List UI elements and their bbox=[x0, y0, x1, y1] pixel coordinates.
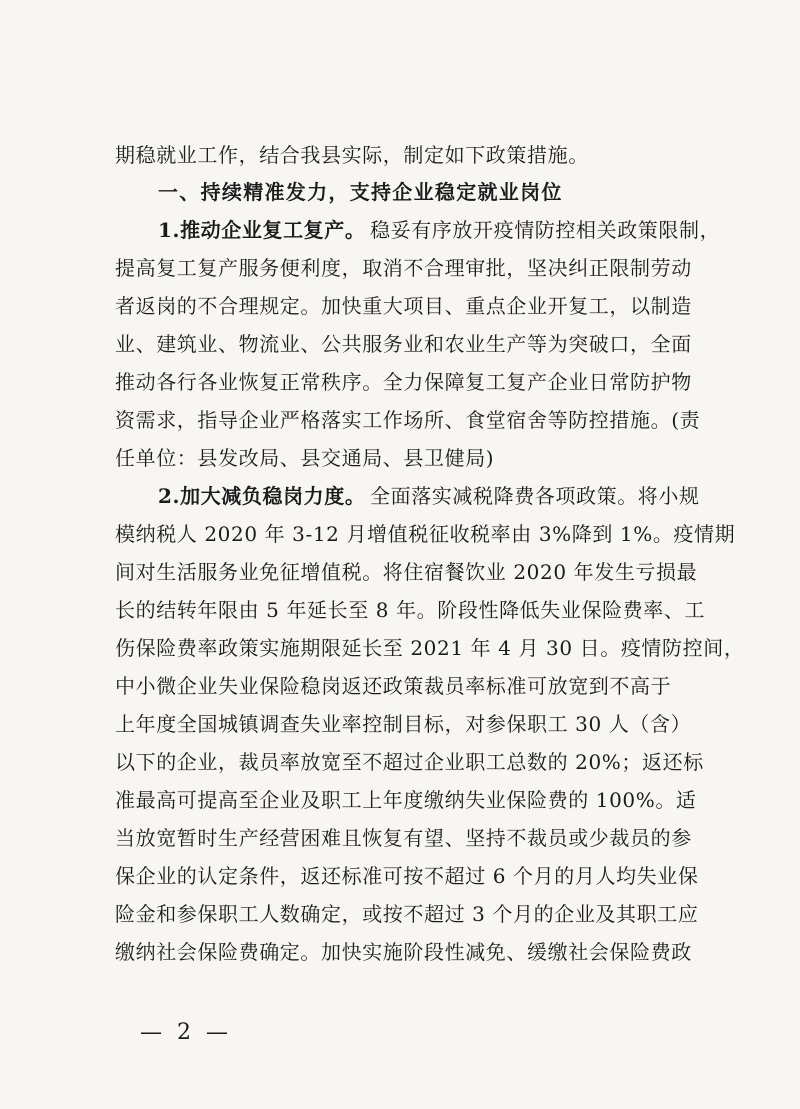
body-line bbox=[0, 861, 800, 891]
item-title: 2.加大减负稳岗力度。 bbox=[158, 484, 366, 508]
paragraph-1-start bbox=[0, 215, 800, 245]
section-heading bbox=[0, 177, 800, 207]
body-text: 伤保险费率政策实施期限延长至 2021 年 4 月 30 日。疫情防控间， bbox=[115, 636, 745, 660]
body-line bbox=[0, 557, 800, 587]
body-text: 以下的企业，裁员率放宽至不超过企业职工总数的 20%；返还标 bbox=[115, 750, 704, 774]
body-text: 保企业的认定条件，返还标准可按不超过 6 个月的月人均失业保 bbox=[115, 864, 699, 888]
body-text: 模纳税人 2020 年 3-12 月增值税征收税率由 3%降到 1%。疫情期 bbox=[115, 522, 736, 546]
body-line bbox=[0, 443, 800, 473]
body-line bbox=[0, 823, 800, 853]
body-line bbox=[0, 595, 800, 625]
body-line bbox=[0, 253, 800, 283]
body-line bbox=[0, 367, 800, 397]
body-text: 长的结转年限由 5 年延长至 8 年。阶段性降低失业保险费率、工 bbox=[115, 598, 706, 622]
body-line bbox=[0, 899, 800, 929]
body-text: 稳妥有序放开疫情防控相关政策限制， bbox=[370, 218, 721, 242]
body-line bbox=[0, 709, 800, 739]
body-text: 提高复工复产服务便利度，取消不合理审批，坚决纠正限制劳动 bbox=[115, 256, 692, 280]
body-line bbox=[0, 405, 800, 435]
body-text: 推动各行各业恢复正常秩序。全力保障复工复产企业日常防护物 bbox=[115, 370, 692, 394]
body-line bbox=[0, 519, 800, 549]
body-line bbox=[0, 633, 800, 663]
body-text: 者返岗的不合理规定。加快重大项目、重点企业开复工，以制造 bbox=[115, 294, 692, 318]
body-line bbox=[0, 785, 800, 815]
body-line bbox=[0, 937, 800, 967]
body-line bbox=[0, 671, 800, 701]
body-text: 上年度全国城镇调查失业率控制目标，对参保职工 30 人（含） bbox=[115, 712, 692, 736]
page-number: — 2 — bbox=[140, 1020, 232, 1045]
body-text: 中小微企业失业保险稳岗返还政策裁员率标准可放宽到不高于 bbox=[115, 674, 672, 698]
body-line bbox=[0, 747, 800, 777]
paragraph-2-start bbox=[0, 481, 800, 511]
body-text: 任单位：县发改局、县交通局、县卫健局) bbox=[115, 446, 495, 470]
item-title: 1.推动企业复工复产。 bbox=[158, 218, 366, 242]
body-text: 业、建筑业、物流业、公共服务业和农业生产等为突破口，全面 bbox=[115, 332, 692, 356]
body-text: 间对生活服务业免征增值税。将住宿餐饮业 2020 年发生亏损最 bbox=[115, 560, 698, 584]
body-line bbox=[0, 329, 800, 359]
body-text: 准最高可提高至企业及职工上年度缴纳失业保险费的 100%。适 bbox=[115, 788, 697, 812]
body-line bbox=[0, 140, 800, 170]
body-text: 期稳就业工作，结合我县实际，制定如下政策措施。 bbox=[115, 143, 589, 167]
body-text: 资需求，指导企业严格落实工作场所、食堂宿舍等防控措施。(责 bbox=[115, 408, 701, 432]
section-heading-text: 一、持续精准发力，支持企业稳定就业岗位 bbox=[158, 180, 563, 204]
body-text: 全面落实减税降费各项政策。将小规 bbox=[370, 484, 700, 508]
body-text: 缴纳社会保险费确定。加快实施阶段性减免、缓缴社会保险费政 bbox=[115, 940, 692, 964]
body-line bbox=[0, 291, 800, 321]
body-text: 险金和参保职工人数确定，或按不超过 3 个月的企业及其职工应 bbox=[115, 902, 699, 926]
body-text: 当放宽暂时生产经营困难且恢复有望、坚持不裁员或少裁员的参 bbox=[115, 826, 692, 850]
